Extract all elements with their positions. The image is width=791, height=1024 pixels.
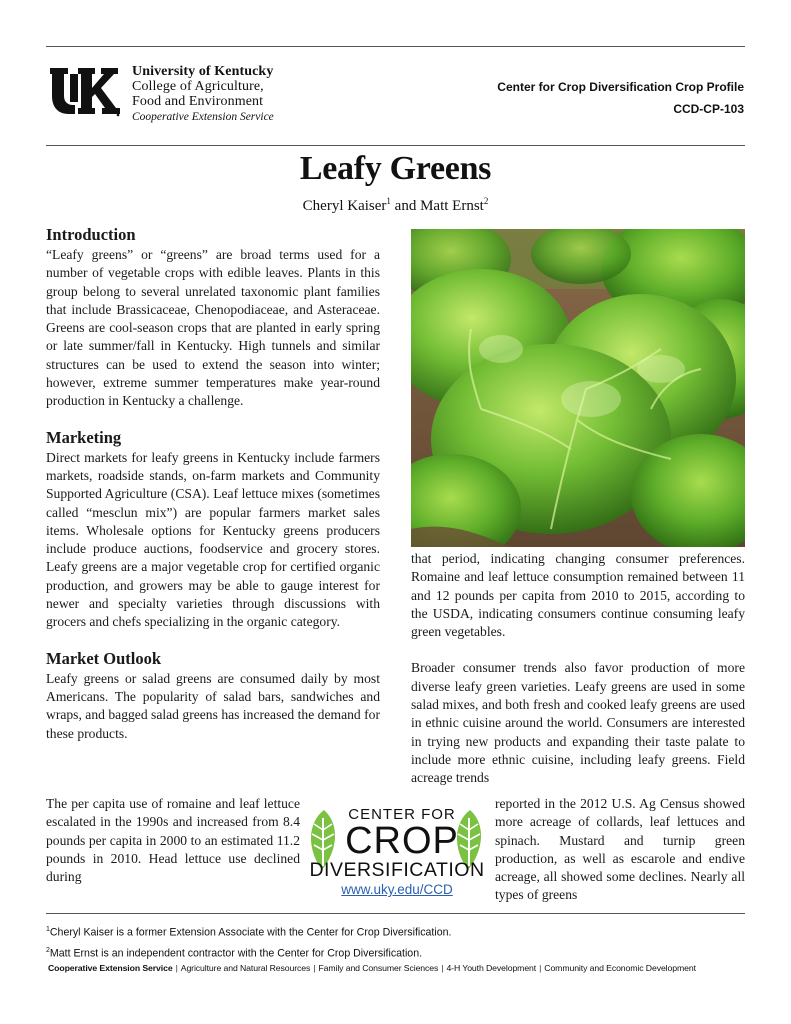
marketing-heading: Marketing <box>46 427 122 447</box>
ccd-line-1: CENTER FOR <box>348 806 456 823</box>
profile-series: Center for Crop Diversification Crop Profile <box>497 80 744 94</box>
footer-separator: | <box>313 963 316 973</box>
institution-name <box>132 64 362 124</box>
footer-item: Community and Economic Development <box>544 963 696 973</box>
introduction-text: “Leafy greens” or “greens” are broad terms used for a number of vegetable crops with edible leaves. Plants in this group belong to several unrelated taxonomic plant families that include Brassicaceae, Chenopodiaceae, and Asteraceae. Greens are cool-season crops that are planted in early spring or late summer/fall in Kentucky. High tunnels and similar structures can be used to extend the season into winter; however, extreme summer temperatures make year-round production in Kentucky a challenge. <box>46 247 380 409</box>
footnote-1-text: Cheryl Kaiser is a former Extension Associate with the Center for Crop Diversification. <box>49 926 452 939</box>
program-footer <box>48 963 748 973</box>
ccd-logo <box>302 806 492 906</box>
author-conjunction: and <box>394 198 417 214</box>
lettuce-field-image <box>411 229 745 547</box>
consumer-trends-paragraph: Broader consumer trends also favor production of more diverse leafy green varieties. Leafy greens are used in some salad mixes, and both fresh and cooked leafy greens are used in ethnic cuisine around the world. Consumers are interested in trying new products and expanding their taste palate to include more ethnic cuisine, including leafy greens. Field acreage trends <box>411 660 745 786</box>
marketing-text: Direct markets for leafy greens in Kentucky include farmers markets, roadside stands, on-farm markets and Community Supported Agriculture (CSA). Leaf lettuce mixes (sometimes called “mesclun mix”) are popular farmers market sales items. Wholesale options for Kentucky greens producers include produce auctions, foodservice and grocery stores. Leafy greens are a major vegetable crop for certified organic production, and growers may be able to gauge interest for newer and specialty varieties through discussions with grocers and chefs specializing in the organic category. <box>46 449 380 630</box>
top-rule <box>46 46 745 47</box>
profile-number: CCD-CP-103 <box>673 102 744 116</box>
consumer-trends-text-wrapped: reported in the 2012 U.S. Ag Census showed more acreage of collards, leaf lettuces and spinach. Mustard and turnip green production, as well as escarole and endive acreage, all showed some declines. Nearly all types of greens <box>495 796 745 903</box>
footnote-1-mark: 1 <box>46 926 50 933</box>
ccd-wordmark <box>302 806 492 897</box>
footer-separator: | <box>539 963 542 973</box>
right-column <box>411 550 745 788</box>
consumption-paragraph: that period, indicating changing consumer preferences. Romaine and leaf lettuce consumption remained between 11 and 12 pounds per capita from 2010 to 2015, according to the USDA, indicating consumers continue consuming leafy green vegetables. <box>411 551 745 640</box>
introduction-heading: Introduction <box>46 225 136 244</box>
footnote-rule <box>46 913 745 914</box>
author-2: Matt Ernst <box>420 198 484 214</box>
institution-line-4: Cooperative Extension Service <box>132 111 274 123</box>
market-outlook-text: Leafy greens or salad greens are consumed daily by most Americans. The popularity of salad bars, sandwiches and wraps, and bagged salad greens has increased the demand for these products. <box>46 670 380 741</box>
market-outlook-text-wrapped: The per capita use of romaine and leaf lettuce escalated in the 1990s and increased from 8.4 pounds per capita in 2000 to an estimated 11.2 pounds in 2010. Head lettuce use declined during <box>46 796 300 885</box>
institution-line-1: University of Kentucky <box>132 64 274 79</box>
crop-profile-label <box>497 76 744 120</box>
ccd-line-2: CROP <box>345 820 459 862</box>
author-1-footnote-mark: 1 <box>386 196 391 206</box>
footnote-2 <box>46 942 746 963</box>
ccd-url-link[interactable]: www.uky.edu/CCD <box>341 882 453 897</box>
uk-mark-icon <box>48 64 120 120</box>
page-title: Leafy Greens <box>299 150 492 187</box>
footnote-1 <box>46 921 746 942</box>
footer-item: Family and Consumer Sciences <box>318 963 439 973</box>
section-market-outlook <box>46 649 380 743</box>
footer-item: Agriculture and Natural Resources <box>180 963 311 973</box>
footnotes <box>46 921 746 962</box>
authors-line <box>0 196 791 215</box>
market-outlook-heading: Market Outlook <box>46 648 162 668</box>
leafy-greens-photo <box>411 229 745 547</box>
header-rule <box>46 145 745 146</box>
institution-line-3: Food and Environment <box>132 94 264 109</box>
section-introduction <box>46 225 380 411</box>
footer-lead: Cooperative Extension Service <box>48 963 173 973</box>
ccd-line-3: DIVERSIFICATION <box>309 859 485 881</box>
footnote-2-text: Matt Ernst is an independent contractor with the Center for Crop Diversification. <box>49 947 423 960</box>
footer-item: 4-H Youth Development <box>446 963 537 973</box>
author-1: Cheryl Kaiser <box>302 198 387 214</box>
footer-separator: | <box>441 963 444 973</box>
section-marketing <box>46 428 380 632</box>
footer-separator: | <box>175 963 178 973</box>
author-2-footnote-mark: 2 <box>483 196 489 206</box>
footnote-2-mark: 2 <box>46 946 50 954</box>
left-column <box>46 225 380 743</box>
institution-line-2: College of Agriculture, <box>132 79 264 94</box>
